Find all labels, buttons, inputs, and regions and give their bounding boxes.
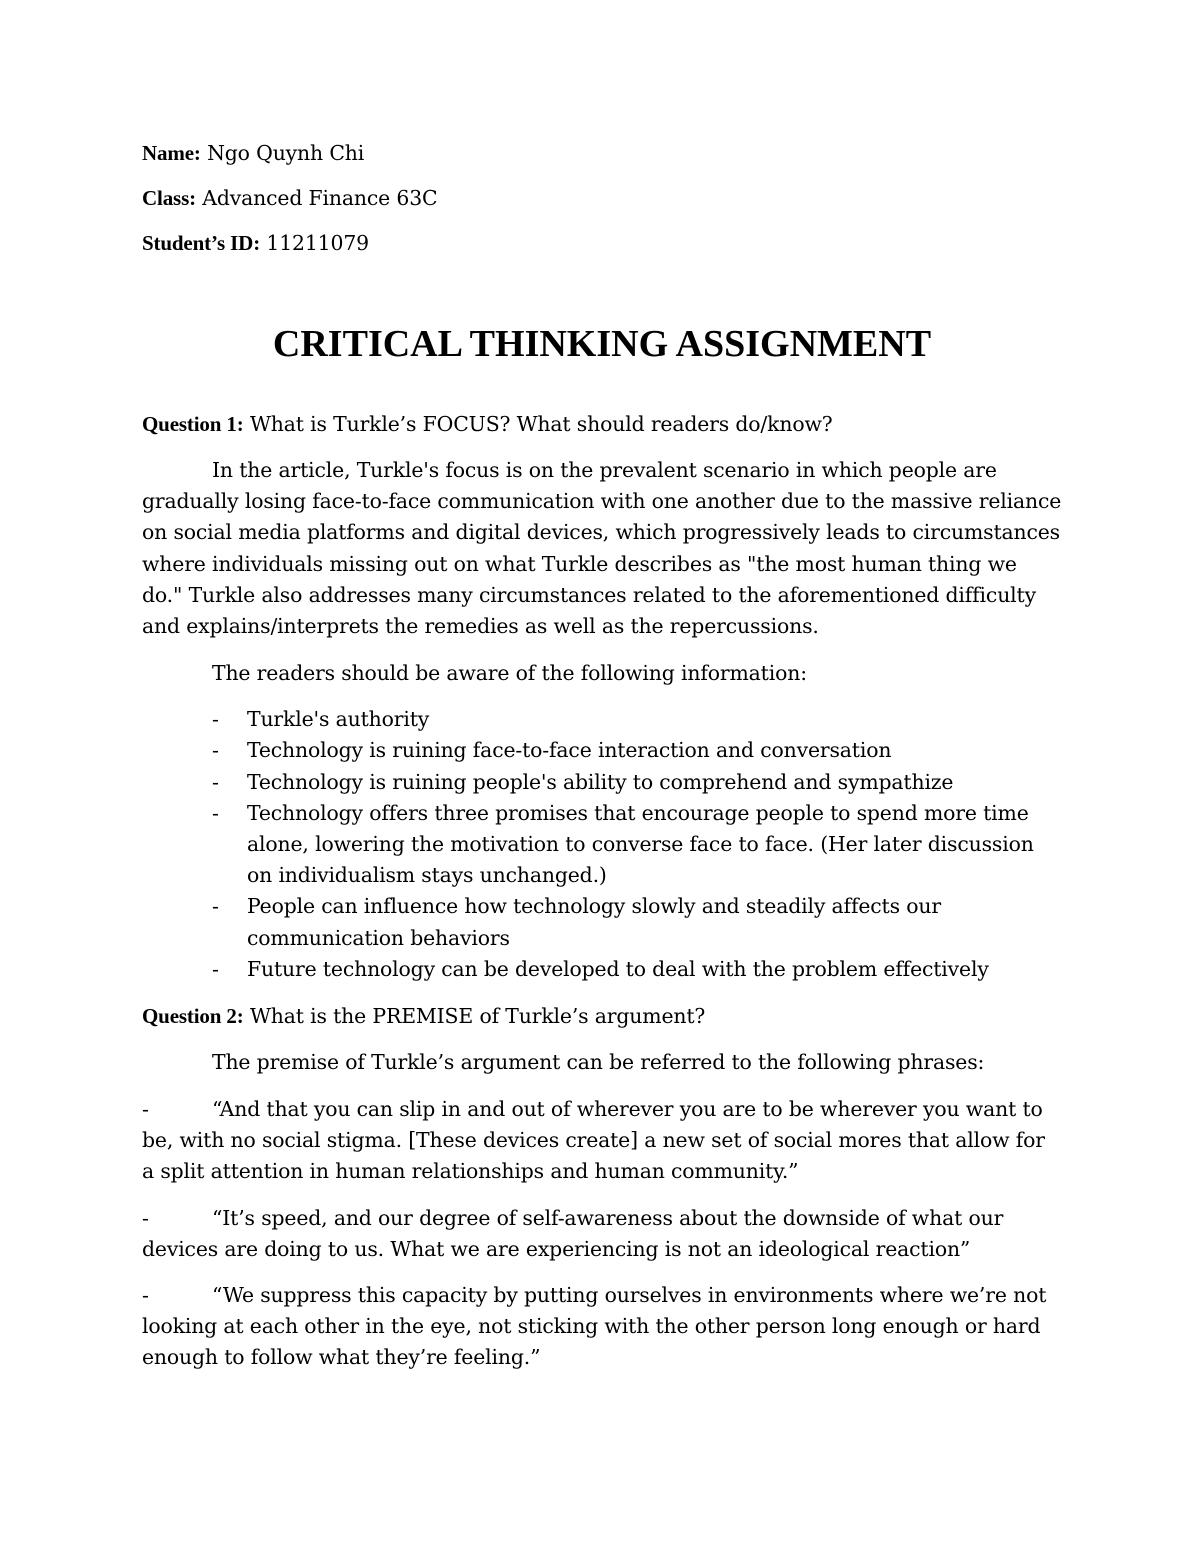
question-2-lead: The premise of Turkle’s argument can be referred to the following phrases: <box>212 1050 985 1074</box>
student-id-label: Student’s ID: <box>142 231 261 256</box>
name-label: Name: <box>142 141 201 165</box>
quote-text: “And that you can slip in and out of wherever you are to be wherever you want to be, with no social stigma. [These devices create] a new set of social mores that allow for a split attention in human relationships and human community.” <box>142 1097 1045 1184</box>
quote-dash: - <box>142 1206 149 1230</box>
question-2-quote <box>142 1280 1062 1374</box>
bullet-dash: - <box>212 800 219 825</box>
quote-dash: - <box>142 1283 149 1307</box>
bullet-text: Technology is ruining people's ability to comprehend and sympathize <box>247 769 954 794</box>
question-1-answer: In the article, Turkle's focus is on the prevalent scenario in which people are gradually losing face-to-face communication with one another due to the massive reliance on social media platforms and digital devices, which progressively leads to circumstances where individuals missing out on what Turkle describes as "the most human thing we do." Turkle also addresses many circumstances related to the aforementioned difficulty and explains/interprets the remedies as well as the repercussions. <box>142 458 1062 639</box>
question-1-prompt <box>142 409 1062 440</box>
list-item <box>212 891 1062 953</box>
class-value: Advanced Finance 63C <box>202 186 438 211</box>
quote-text: “We suppress this capacity by putting ourselves in environments where we’re not looking at each other in the eye, not sticking with the other person long enough or hard enough to follow what they’re feeling.” <box>142 1283 1047 1370</box>
question-1-bullet-list <box>142 704 1062 985</box>
student-info <box>142 138 1062 260</box>
question-1-answer-block <box>142 455 1062 642</box>
list-item <box>212 954 1062 985</box>
question-2-quote <box>142 1203 1062 1265</box>
question-1-list-block <box>142 658 1062 985</box>
class-line <box>142 183 1062 214</box>
question-2-quote <box>142 1094 1062 1188</box>
bullet-dash: - <box>212 894 219 919</box>
question-2-quote-1-block <box>142 1094 1062 1188</box>
bullet-dash: - <box>212 769 219 794</box>
bullet-text: Turkle's authority <box>247 707 430 732</box>
bullet-text: Technology is ruining face-to-face interaction and conversation <box>247 738 892 763</box>
question-1-text: What is Turkle’s FOCUS? What should readers do/know? <box>249 412 833 436</box>
bullet-text: Future technology can be developed to deal with the problem effectively <box>247 956 989 981</box>
name-value: Ngo Quynh Chi <box>207 141 365 165</box>
student-id-line <box>142 228 1062 259</box>
quote-dash: - <box>142 1097 149 1121</box>
question-2-prompt <box>142 1001 1062 1032</box>
bullet-dash: - <box>212 707 219 732</box>
question-1-label: Question 1: <box>142 412 244 436</box>
class-label: Class: <box>142 186 196 211</box>
name-line <box>142 138 1062 169</box>
bullet-text: Technology offers three promises that encourage people to spend more time alone, lowering the motivation to converse face to face. (Her later discussion on individualism stays unchanged.) <box>247 800 1034 888</box>
bullet-dash: - <box>212 738 219 763</box>
list-item <box>212 767 1062 798</box>
student-id-value: 11211079 <box>266 231 369 256</box>
list-item <box>212 704 1062 735</box>
list-item <box>212 735 1062 766</box>
question-2-quote-2-block <box>142 1203 1062 1265</box>
question-1-lead: The readers should be aware of the following information: <box>212 661 807 685</box>
page-title: CRITICAL THINKING ASSIGNMENT <box>272 323 932 365</box>
question-2-text: What is the PREMISE of Turkle’s argument? <box>249 1004 706 1028</box>
quote-text: “It’s speed, and our degree of self-awareness about the downside of what our devices are doing to us. What we are experiencing is not an ideological reaction” <box>142 1206 1004 1262</box>
bullet-dash: - <box>212 956 219 981</box>
question-2-label: Question 2: <box>142 1004 244 1028</box>
question-2-lead-block <box>142 1047 1062 1078</box>
question-2-section <box>142 1001 1062 1032</box>
question-1-section <box>142 409 1062 440</box>
question-2-quote-3-block <box>142 1280 1062 1374</box>
list-item <box>212 798 1062 892</box>
bullet-text: People can influence how technology slowly and steadily affects our communication behaviors <box>247 894 941 950</box>
